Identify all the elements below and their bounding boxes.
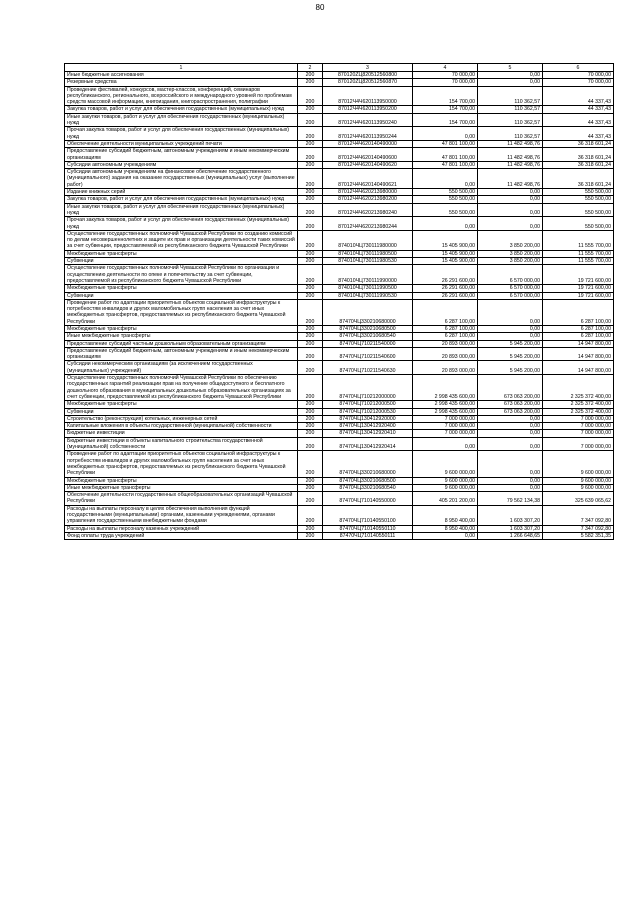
row-executed-amount: 1 266 648,65 (478, 532, 543, 539)
row-executed-amount: 1 603 307,20 (478, 525, 543, 532)
row-executed-amount: 0,00 (478, 325, 543, 332)
row-planned-amount: 2 998 435 600,00 (413, 375, 478, 401)
row-admin-code: 200 (298, 189, 323, 196)
row-budget-code: 87012Ч4Ч620140490600 (323, 148, 413, 162)
row-executed-amount: 3 850 200,00 (478, 258, 543, 265)
row-description: Межбюджетные трансферты (65, 401, 298, 408)
row-remaining-amount: 70 000,00 (543, 79, 614, 86)
row-planned-amount: 154 700,00 (413, 86, 478, 106)
row-description: Расходы на выплаты персоналу в целях обеспечения выполнения функций государственными (муниципальными) органами, казенными учреждениями, органами управления государственными внебюджетными фондами (65, 505, 298, 525)
row-planned-amount: 154 700,00 (413, 113, 478, 127)
row-budget-code: 870120ZЦ820512560800 (323, 72, 413, 79)
table-row (65, 333, 614, 340)
row-planned-amount: 47 801 100,00 (413, 148, 478, 162)
row-admin-code: 200 (298, 532, 323, 539)
row-executed-amount: 6 570 000,00 (478, 265, 543, 285)
row-description: Иные закупки товаров, работ и услуг для обеспечения государственных (муниципальных) нужд (65, 203, 298, 217)
row-remaining-amount: 44 337,43 (543, 127, 614, 141)
row-planned-amount: 15 405 900,00 (413, 230, 478, 250)
table-row (65, 113, 614, 127)
table-row (65, 148, 614, 162)
row-budget-code: 87470ЧЦ710212000500 (323, 401, 413, 408)
row-description: Капитальные вложения в объекты государственной (муниципальной) собственности (65, 423, 298, 430)
row-budget-code: 87012Ч4Ч620213980000 (323, 189, 413, 196)
row-admin-code: 200 (298, 477, 323, 484)
table-row (65, 140, 614, 147)
row-remaining-amount: 11 555 700,00 (543, 250, 614, 257)
row-remaining-amount: 70 000,00 (543, 72, 614, 79)
row-admin-code: 200 (298, 451, 323, 477)
row-planned-amount: 2 998 435 600,00 (413, 408, 478, 415)
table-row (65, 361, 614, 375)
row-remaining-amount: 7 000 000,00 (543, 423, 614, 430)
row-budget-code: 87012Ч4Ч620113950240 (323, 113, 413, 127)
table-row (65, 203, 614, 217)
row-planned-amount: 6 287 100,00 (413, 325, 478, 332)
table-row (65, 106, 614, 113)
row-planned-amount: 2 998 435 600,00 (413, 401, 478, 408)
row-planned-amount: 550 500,00 (413, 203, 478, 217)
table-row (65, 423, 614, 430)
row-description: Межбюджетные трансферты (65, 285, 298, 292)
row-executed-amount: 5 945 200,00 (478, 340, 543, 347)
row-remaining-amount: 11 555 700,00 (543, 230, 614, 250)
row-admin-code: 200 (298, 484, 323, 491)
table-body (65, 72, 614, 540)
row-planned-amount: 20 893 000,00 (413, 361, 478, 375)
row-executed-amount: 6 570 000,00 (478, 292, 543, 299)
column-header: 1 (65, 64, 298, 72)
row-admin-code: 200 (298, 169, 323, 189)
row-planned-amount: 15 405 900,00 (413, 258, 478, 265)
table-row (65, 430, 614, 437)
row-executed-amount: 0,00 (478, 72, 543, 79)
row-description: Субсидии некоммерческим организациям (за исключением государственных (муниципальных) учреждений) (65, 361, 298, 375)
table-row (65, 525, 614, 532)
row-executed-amount: 6 570 000,00 (478, 285, 543, 292)
row-description: Бюджетные инвестиции (65, 430, 298, 437)
column-header: 5 (478, 64, 543, 72)
row-admin-code: 200 (298, 161, 323, 168)
row-executed-amount: 673 063 200,00 (478, 375, 543, 401)
row-description: Субвенции (65, 408, 298, 415)
row-admin-code: 200 (298, 79, 323, 86)
row-planned-amount: 47 801 100,00 (413, 161, 478, 168)
row-admin-code: 200 (298, 285, 323, 292)
row-planned-amount: 0,00 (413, 437, 478, 451)
row-remaining-amount: 36 318 601,24 (543, 161, 614, 168)
row-budget-code: 87470ЧЦ130412920400 (323, 423, 413, 430)
row-remaining-amount: 44 337,43 (543, 106, 614, 113)
column-header: 6 (543, 64, 614, 72)
row-executed-amount: 0,00 (478, 333, 543, 340)
table-row (65, 532, 614, 539)
table-row (65, 292, 614, 299)
row-planned-amount: 70 000,00 (413, 79, 478, 86)
row-budget-code: 87470ЧЦ710212000530 (323, 408, 413, 415)
row-description: Осуществление государственных полномочий Чувашской Республики по обеспечению государственных гарантий реализации прав на получение общедоступного и бесплатного дошкольного образования в муниципальных дошкольных образовательных организациях за счет субвенции, предоставляемой из республиканского бюджета Чувашской Республики (65, 375, 298, 401)
row-admin-code: 200 (298, 250, 323, 257)
table-row (65, 415, 614, 422)
row-admin-code: 200 (298, 86, 323, 106)
row-executed-amount: 673 063 200,00 (478, 408, 543, 415)
row-admin-code: 200 (298, 258, 323, 265)
row-description: Предоставление субсидий частным дошкольным образовательным организациям (65, 340, 298, 347)
row-description: Субсидии автономным учреждениям на финансовое обеспечение государственного (муниципального) задания на оказание государственных (муниципальных) услуг (выполнение работ) (65, 169, 298, 189)
row-executed-amount: 110 362,57 (478, 86, 543, 106)
row-remaining-amount: 36 318 601,24 (543, 148, 614, 162)
row-executed-amount: 673 063 200,00 (478, 401, 543, 408)
row-planned-amount: 9 600 000,00 (413, 484, 478, 491)
row-planned-amount: 8 950 400,00 (413, 505, 478, 525)
row-planned-amount: 6 287 100,00 (413, 333, 478, 340)
row-executed-amount: 1 603 307,20 (478, 505, 543, 525)
row-executed-amount: 11 482 498,76 (478, 140, 543, 147)
row-description: Обеспечение деятельности муниципальных учреждений печати (65, 140, 298, 147)
row-budget-code: 874010ЧЦ730111980000 (323, 230, 413, 250)
table-row (65, 217, 614, 231)
row-remaining-amount: 19 721 600,00 (543, 285, 614, 292)
row-admin-code: 200 (298, 299, 323, 325)
row-description: Прочая закупка товаров, работ и услуг для обеспечения государственных (муниципальных) нужд (65, 127, 298, 141)
row-description: Прочая закупка товаров, работ и услуг для обеспечения государственных (муниципальных) нужд (65, 217, 298, 231)
row-remaining-amount: 7 347 092,80 (543, 505, 614, 525)
row-executed-amount: 11 482 498,76 (478, 148, 543, 162)
row-budget-code: 87012Ч4Ч620213980244 (323, 217, 413, 231)
row-remaining-amount: 2 325 372 400,00 (543, 401, 614, 408)
row-executed-amount: 0,00 (478, 217, 543, 231)
row-budget-code: 87470ЧЦ710212000000 (323, 375, 413, 401)
row-planned-amount: 26 291 600,00 (413, 285, 478, 292)
row-remaining-amount: 36 318 601,24 (543, 169, 614, 189)
row-remaining-amount: 7 347 092,80 (543, 525, 614, 532)
row-admin-code: 200 (298, 140, 323, 147)
row-executed-amount: 3 850 200,00 (478, 230, 543, 250)
row-description: Проведение работ по адаптации приоритетных объектов социальной инфраструктуры к потребностям инвалидов и других маломобильных групп населения за счет иных межбюджетных трансфертов, предоставляемых из республиканского бюджета Чувашской Республики (65, 451, 298, 477)
row-admin-code: 200 (298, 230, 323, 250)
row-admin-code: 200 (298, 72, 323, 79)
row-executed-amount: 0,00 (478, 437, 543, 451)
row-planned-amount: 15 405 900,00 (413, 250, 478, 257)
table-row (65, 299, 614, 325)
row-budget-code: 87470ЧЦ130412920000 (323, 415, 413, 422)
row-description: Иные бюджетные ассигнования (65, 72, 298, 79)
row-planned-amount: 47 801 100,00 (413, 140, 478, 147)
row-admin-code: 200 (298, 217, 323, 231)
row-executed-amount: 110 362,57 (478, 127, 543, 141)
row-admin-code: 200 (298, 492, 323, 506)
row-admin-code: 200 (298, 415, 323, 422)
table-row (65, 230, 614, 250)
table-row (65, 477, 614, 484)
row-admin-code: 200 (298, 325, 323, 332)
row-planned-amount: 9 600 000,00 (413, 477, 478, 484)
table-row (65, 79, 614, 86)
budget-table (64, 63, 614, 540)
row-executed-amount: 79 562 134,38 (478, 492, 543, 506)
row-budget-code: 87470ЧЦ710140550000 (323, 492, 413, 506)
row-budget-code: 874010ЧЦ730111990530 (323, 292, 413, 299)
row-budget-code: 87470ЧЦ710211540000 (323, 340, 413, 347)
row-description: Межбюджетные трансферты (65, 250, 298, 257)
row-executed-amount: 11 482 498,76 (478, 169, 543, 189)
row-budget-code: 87470ЧЦ330210680500 (323, 477, 413, 484)
row-planned-amount: 26 291 600,00 (413, 265, 478, 285)
row-budget-code: 87470ЧЦ710211540630 (323, 361, 413, 375)
row-remaining-amount: 6 287 100,00 (543, 299, 614, 325)
row-remaining-amount: 5 582 351,35 (543, 532, 614, 539)
column-header: 4 (413, 64, 478, 72)
row-admin-code: 200 (298, 148, 323, 162)
row-admin-code: 200 (298, 423, 323, 430)
row-remaining-amount: 14 947 800,00 (543, 340, 614, 347)
table-row (65, 127, 614, 141)
row-description: Иные закупки товаров, работ и услуг для обеспечения государственных (муниципальных) нужд (65, 113, 298, 127)
row-remaining-amount: 6 287 100,00 (543, 325, 614, 332)
row-description: Закупка товаров, работ и услуг для обеспечения государственных (муниципальных) нужд (65, 196, 298, 203)
table-row (65, 484, 614, 491)
row-remaining-amount: 11 555 700,00 (543, 258, 614, 265)
row-admin-code: 200 (298, 525, 323, 532)
row-executed-amount: 11 482 498,76 (478, 161, 543, 168)
row-admin-code: 200 (298, 106, 323, 113)
row-description: Межбюджетные трансферты (65, 477, 298, 484)
page-number: 80 (315, 3, 325, 12)
row-planned-amount: 26 291 600,00 (413, 292, 478, 299)
row-planned-amount: 20 893 000,00 (413, 340, 478, 347)
row-planned-amount: 6 287 100,00 (413, 299, 478, 325)
row-admin-code: 200 (298, 113, 323, 127)
table-row (65, 258, 614, 265)
row-description: Субвенции (65, 292, 298, 299)
row-executed-amount: 0,00 (478, 423, 543, 430)
row-executed-amount: 0,00 (478, 189, 543, 196)
row-description: Бюджетные инвестиции в объекты капитального строительства государственной (муниципальной) собственности (65, 437, 298, 451)
row-remaining-amount: 19 721 600,00 (543, 292, 614, 299)
row-budget-code: 874010ЧЦ730111990000 (323, 265, 413, 285)
table-row (65, 505, 614, 525)
row-description: Резервные средства (65, 79, 298, 86)
row-description: Субвенции (65, 258, 298, 265)
row-budget-code: 87470ЧЦ330210680540 (323, 333, 413, 340)
row-executed-amount: 5 945 200,00 (478, 347, 543, 361)
row-admin-code: 200 (298, 127, 323, 141)
row-budget-code: 87470ЧЦ330210680500 (323, 325, 413, 332)
row-description: Издание книжных серий (65, 189, 298, 196)
row-remaining-amount: 550 500,00 (543, 217, 614, 231)
row-executed-amount: 0,00 (478, 79, 543, 86)
row-admin-code: 200 (298, 292, 323, 299)
table-row (65, 285, 614, 292)
row-description: Проведение фестивалей, конкурсов, мастер-классов, конференций, семинаров республиканского, регионального, всероссийского и международного уровней по проблемам средств массовой информации, книгоиздания, книгораспространения, полиграфии (65, 86, 298, 106)
table-row (65, 86, 614, 106)
table-row (65, 347, 614, 361)
row-description: Осуществление государственных полномочий Чувашской Республики по организации и осуществлению деятельности по опеке и попечительству за счет субвенции, предоставляемой из республиканского бюджета Чувашской Республики (65, 265, 298, 285)
row-remaining-amount: 6 287 100,00 (543, 333, 614, 340)
row-admin-code: 200 (298, 401, 323, 408)
row-budget-code: 87470ЧЦ330210680540 (323, 484, 413, 491)
row-remaining-amount: 44 337,43 (543, 113, 614, 127)
row-budget-code: 87012Ч4Ч620113950244 (323, 127, 413, 141)
row-remaining-amount: 9 600 000,00 (543, 484, 614, 491)
table-row (65, 250, 614, 257)
row-remaining-amount: 36 318 601,24 (543, 140, 614, 147)
row-budget-code: 87012Ч4Ч620140490000 (323, 140, 413, 147)
row-budget-code: 87012Ч4Ч620113950000 (323, 86, 413, 106)
row-remaining-amount: 2 325 372 400,00 (543, 408, 614, 415)
row-planned-amount: 154 700,00 (413, 106, 478, 113)
row-budget-code: 87012Ч4Ч620213980240 (323, 203, 413, 217)
row-remaining-amount: 325 639 065,62 (543, 492, 614, 506)
row-budget-code: 874010ЧЦ730111980530 (323, 258, 413, 265)
table-header-row (65, 64, 614, 72)
table-row (65, 325, 614, 332)
row-executed-amount: 0,00 (478, 484, 543, 491)
row-executed-amount: 110 362,57 (478, 106, 543, 113)
row-planned-amount: 7 000 000,00 (413, 430, 478, 437)
row-executed-amount: 0,00 (478, 299, 543, 325)
row-planned-amount: 7 000 000,00 (413, 423, 478, 430)
table-row (65, 408, 614, 415)
row-admin-code: 200 (298, 375, 323, 401)
table-row (65, 492, 614, 506)
row-budget-code: 87470ЧЦ330210680000 (323, 299, 413, 325)
column-header: 3 (323, 64, 413, 72)
row-executed-amount: 3 850 200,00 (478, 250, 543, 257)
row-planned-amount: 0,00 (413, 127, 478, 141)
row-budget-code: 874010ЧЦ730111990500 (323, 285, 413, 292)
row-admin-code: 200 (298, 196, 323, 203)
row-budget-code: 874010ЧЦ730111980500 (323, 250, 413, 257)
table-row (65, 437, 614, 451)
row-executed-amount: 0,00 (478, 415, 543, 422)
row-planned-amount: 70 000,00 (413, 72, 478, 79)
row-admin-code: 200 (298, 408, 323, 415)
row-admin-code: 200 (298, 265, 323, 285)
row-budget-code: 87470ЧЦ130412920414 (323, 437, 413, 451)
row-description: Обеспечение деятельности государственных общеобразовательных организаций Чувашской Республики (65, 492, 298, 506)
row-remaining-amount: 550 500,00 (543, 189, 614, 196)
row-executed-amount: 0,00 (478, 196, 543, 203)
row-budget-code: 87470ЧЦ330210680000 (323, 451, 413, 477)
row-description: Межбюджетные трансферты (65, 325, 298, 332)
row-remaining-amount: 7 000 000,00 (543, 430, 614, 437)
row-budget-code: 87470ЧЦ710140550111 (323, 532, 413, 539)
row-planned-amount: 0,00 (413, 169, 478, 189)
row-remaining-amount: 550 500,00 (543, 196, 614, 203)
row-executed-amount: 5 945 200,00 (478, 361, 543, 375)
table-row (65, 451, 614, 477)
row-remaining-amount: 9 600 000,00 (543, 451, 614, 477)
table-row (65, 375, 614, 401)
row-budget-code: 87470ЧЦ710211540600 (323, 347, 413, 361)
row-description: Предоставление субсидий бюджетным, автономным учреждениям и иным некоммерческим организациям (65, 347, 298, 361)
row-remaining-amount: 7 000 000,00 (543, 437, 614, 451)
row-budget-code: 87470ЧЦ710140550110 (323, 525, 413, 532)
table-row (65, 196, 614, 203)
row-planned-amount: 550 500,00 (413, 196, 478, 203)
row-budget-code: 87470ЧЦ130412920410 (323, 430, 413, 437)
row-admin-code: 200 (298, 505, 323, 525)
row-planned-amount: 0,00 (413, 217, 478, 231)
row-executed-amount: 110 362,57 (478, 113, 543, 127)
row-planned-amount: 0,00 (413, 532, 478, 539)
row-remaining-amount: 9 600 000,00 (543, 477, 614, 484)
row-remaining-amount: 19 721 600,00 (543, 265, 614, 285)
row-admin-code: 200 (298, 340, 323, 347)
row-description: Расходы на выплаты персоналу казенных учреждений (65, 525, 298, 532)
row-planned-amount: 550 500,00 (413, 189, 478, 196)
row-remaining-amount: 550 500,00 (543, 203, 614, 217)
row-budget-code: 87470ЧЦ710140550100 (323, 505, 413, 525)
table-row (65, 401, 614, 408)
row-planned-amount: 8 950 400,00 (413, 525, 478, 532)
column-header: 2 (298, 64, 323, 72)
row-admin-code: 200 (298, 333, 323, 340)
row-admin-code: 200 (298, 361, 323, 375)
row-admin-code: 200 (298, 347, 323, 361)
row-description: Фонд оплаты труда учреждений (65, 532, 298, 539)
row-budget-code: 87012Ч4Ч620140490620 (323, 161, 413, 168)
table-row (65, 340, 614, 347)
table-row (65, 161, 614, 168)
row-remaining-amount: 7 000 000,00 (543, 415, 614, 422)
row-planned-amount: 405 201 200,00 (413, 492, 478, 506)
row-admin-code: 200 (298, 437, 323, 451)
row-description: Проведение работ по адаптации приоритетных объектов социальной инфраструктуры к потребностям инвалидов и других маломобильных групп населения за счет иных межбюджетных трансфертов, предоставляемых из республиканского бюджета Чувашской Республики (65, 299, 298, 325)
row-admin-code: 200 (298, 203, 323, 217)
row-description: Иные межбюджетные трансферты (65, 484, 298, 491)
row-description: Предоставление субсидий бюджетным, автономным учреждениям и иным некоммерческим организациям (65, 148, 298, 162)
row-planned-amount: 9 600 000,00 (413, 451, 478, 477)
row-description: Закупка товаров, работ и услуг для обеспечения государственных (муниципальных) нужд (65, 106, 298, 113)
row-remaining-amount: 2 325 372 400,00 (543, 375, 614, 401)
row-description: Субсидии автономным учреждениям (65, 161, 298, 168)
table-row (65, 169, 614, 189)
row-description: Строительство (реконструкция) котельных, инженерных сетей (65, 415, 298, 422)
row-remaining-amount: 44 337,43 (543, 86, 614, 106)
row-description: Иные межбюджетные трансферты (65, 333, 298, 340)
row-executed-amount: 0,00 (478, 430, 543, 437)
table-row (65, 189, 614, 196)
row-executed-amount: 0,00 (478, 203, 543, 217)
row-planned-amount: 7 000 000,00 (413, 415, 478, 422)
row-admin-code: 200 (298, 430, 323, 437)
row-budget-code: 87012Ч4Ч620113950200 (323, 106, 413, 113)
row-budget-code: 870120ZЦ820512560870 (323, 79, 413, 86)
row-remaining-amount: 14 947 800,00 (543, 347, 614, 361)
row-executed-amount: 0,00 (478, 451, 543, 477)
row-budget-code: 87012Ч4Ч620213980200 (323, 196, 413, 203)
table-row (65, 72, 614, 79)
row-remaining-amount: 14 947 800,00 (543, 361, 614, 375)
table-row (65, 265, 614, 285)
row-planned-amount: 20 893 000,00 (413, 347, 478, 361)
row-budget-code: 87012Ч4Ч620140490621 (323, 169, 413, 189)
row-description: Осуществление государственных полномочий Чувашской Республики по созданию комиссий по делам несовершеннолетних и защите их прав и организации деятельности таких комиссий за счет субвенции, предоставляемой из республиканского бюджета Чувашской Республики (65, 230, 298, 250)
row-executed-amount: 0,00 (478, 477, 543, 484)
